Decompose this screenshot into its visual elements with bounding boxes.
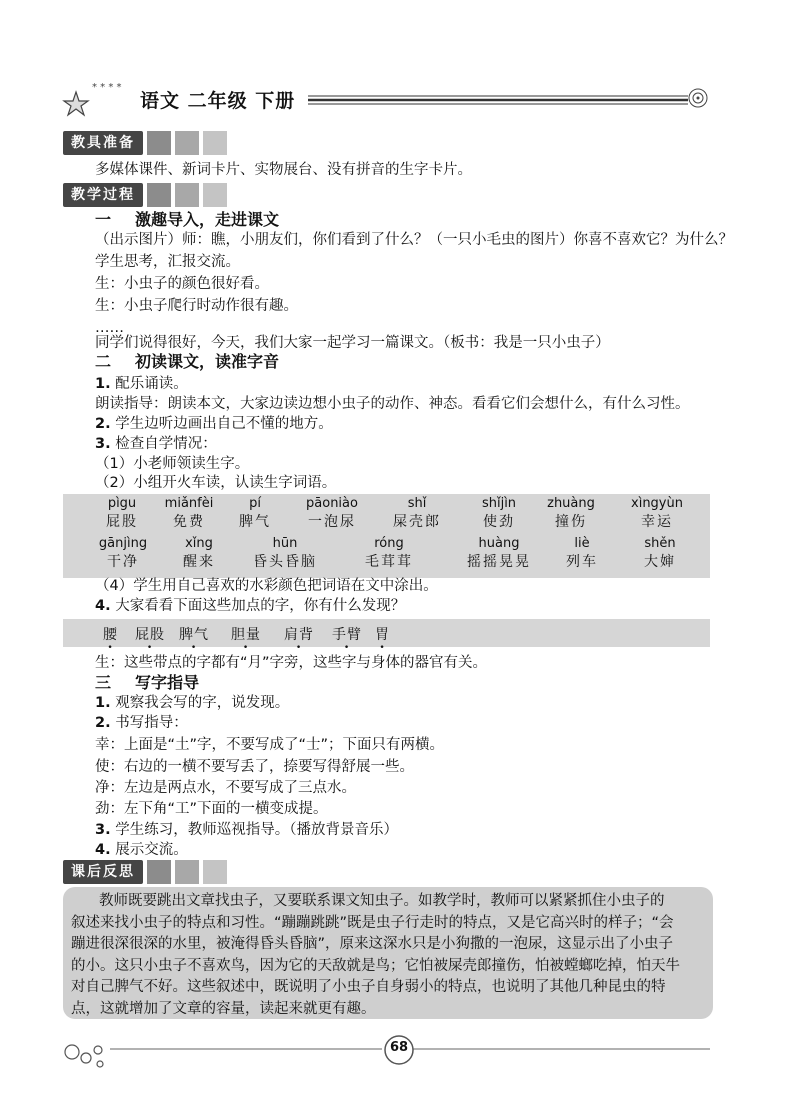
- dotted-word: 胆量: [231, 627, 261, 643]
- part3-step1: 1. 观察我会写的字，说发现。: [95, 695, 290, 711]
- vocab-box: [63, 494, 710, 578]
- vocab-item: huàng 摇摇晃晃: [467, 536, 531, 570]
- star-icon: [64, 92, 88, 115]
- dotted-word: 屁股: [135, 627, 165, 643]
- part2-step4: 4. 大家看看下面这些加点的字，你有什么发现？: [95, 598, 406, 614]
- vocab-item: pìgu 屁股: [106, 496, 138, 530]
- dotted-word: 胃: [375, 627, 390, 643]
- vocab-item: shǐjìn 使劲: [481, 496, 517, 530]
- part1-line-6: 同学们说得很好，今天，我们大家一起学习一篇课文。（板书：我是一只小虫子）: [95, 335, 610, 351]
- vocab-item: róng 毛茸茸: [365, 536, 413, 570]
- reflection-line: 的小。这只小虫子不喜欢鸟，因为它的天敌就是鸟；它怕被屎壳郎撞伤，怕被螳螂吃掉，怕天牛: [71, 957, 680, 974]
- part3-tip: 劲：左下角“工”下面的一横变成提。: [95, 801, 328, 817]
- bubble-icon: [65, 1045, 79, 1059]
- part1-line-2: 学生思考，汇报交流。: [95, 254, 240, 270]
- part3-tip: 幸：上面是“土”字，不要写成了“士”；下面只有两横。: [95, 737, 445, 753]
- section-tag-reflection: [63, 860, 227, 884]
- part2-step1-detail: 朗读指导：朗读本文，大家边读边想小虫子的动作、神态。看看它们会想什么，有什么习性。: [95, 396, 690, 412]
- reflection-line: 教师既要跳出文章找虫子，又要联系课文知虫子。如教学时，教师可以紧紧抓住小虫子的: [99, 893, 665, 909]
- section-tag-label: 教具准备: [63, 131, 143, 155]
- part2-heading: 二 初读课文，读准字音: [95, 352, 280, 371]
- dotted-word: 肩背: [284, 627, 314, 643]
- reflection-line: 叙述来找小虫子的特点和习性。“蹦蹦跳跳”既是虫子行走时的特点，又是它高兴时的样子；“会: [71, 914, 674, 931]
- prep-text: 多媒体课件、新词卡片、实物展台、没有拼音的生字卡片。: [95, 162, 472, 178]
- part2-sub2: （2）小组开火车读，认读生字词语。: [95, 475, 337, 491]
- bubble-icon: [94, 1046, 102, 1054]
- part2-step1: 1. 配乐诵读。: [95, 376, 188, 392]
- vocab-item: pāoniào 一泡尿: [306, 496, 358, 530]
- dotted-word: 腰: [103, 627, 118, 643]
- section-tag-label: 教学过程: [63, 183, 143, 207]
- part2-sub1: （1）小老师领读生字。: [95, 456, 250, 472]
- part2-conclusion: 生：这些带点的字都有“月”字旁，这些字与身体的器官有关。: [95, 655, 488, 671]
- part2-step2: 2. 学生边听边画出自己不懂的地方。: [95, 416, 333, 432]
- vocab-item: hūn 昏头昏脑: [253, 536, 317, 570]
- book-title: 语文 二年级 下册: [140, 90, 296, 112]
- vocab-item: xǐng 醒来: [183, 536, 215, 570]
- dotted-word: 脾气: [179, 627, 209, 643]
- small-stars-icon: * * * *: [92, 82, 122, 93]
- page-number: 68: [389, 1040, 409, 1055]
- part1-line-5: ……: [95, 320, 124, 336]
- bubble-icon: [97, 1061, 103, 1067]
- vocab-item: shěn 大婶: [644, 536, 676, 570]
- part1-line-3: 生：小虫子的颜色很好看。: [95, 276, 269, 292]
- part2-step3: 3. 检查自学情况：: [95, 436, 217, 452]
- part3-tip: 净：左边是两点水，不要写成了三点水。: [95, 780, 356, 796]
- vocab-item: shǐ 屎壳郎: [393, 496, 441, 530]
- dotted-words-box: [63, 619, 710, 647]
- reflection-line: 对自己脾气不好。这些叙述中，既说明了小虫子自身弱小的特点，也说明了其他几种昆虫的特: [71, 979, 666, 996]
- part2-sub4: （4）学生用自己喜欢的水彩颜色把词语在文中涂出。: [95, 578, 438, 594]
- vocab-item: gānjìng 干净: [98, 536, 148, 570]
- part3-heading: 三 写字指导: [95, 673, 200, 692]
- reflection-line: 点，这就增加了文章的容量，读起来就更有趣。: [71, 1000, 376, 1017]
- part1-line-1: （出示图片）师：瞧，小朋友们，你们看到了什么？（一只小毛虫的图片）你喜不喜欢它？为什么？: [95, 232, 733, 248]
- part1-heading: 一 激趣导入，走进课文: [95, 210, 280, 229]
- vocab-item: pí 脾气: [239, 496, 271, 530]
- section-tag-process: [63, 183, 227, 207]
- part3-tip: 使：右边的一横不要写丢了，捺要写得舒展一些。: [95, 759, 414, 775]
- reflection-line: 蹦进很深很深的水里，被淹得昏头昏脑”，原来这深水只是小狗撒的一泡尿，这显示出了小虫子: [71, 936, 674, 953]
- section-tag-label: 课后反思: [63, 860, 143, 884]
- vocab-item: liè 列车: [566, 536, 598, 570]
- vocab-item: zhuàng 撞伤: [547, 496, 595, 530]
- section-tag-prep: [63, 131, 227, 155]
- part1-line-4: 生：小虫子爬行时动作很有趣。: [95, 298, 298, 314]
- reflection-box: [63, 887, 713, 1019]
- part3-step3: 3. 学生练习，教师巡视指导。（播放背景音乐）: [95, 822, 398, 838]
- part3-step4: 4. 展示交流。: [95, 842, 188, 858]
- bubble-icon: [81, 1053, 91, 1063]
- vocab-item: xìngyùn 幸运: [631, 496, 683, 530]
- dotted-word: 手臂: [332, 627, 362, 643]
- part3-step2: 2. 书写指导：: [95, 715, 188, 731]
- vocab-item: miǎnfèi 免费: [164, 496, 214, 530]
